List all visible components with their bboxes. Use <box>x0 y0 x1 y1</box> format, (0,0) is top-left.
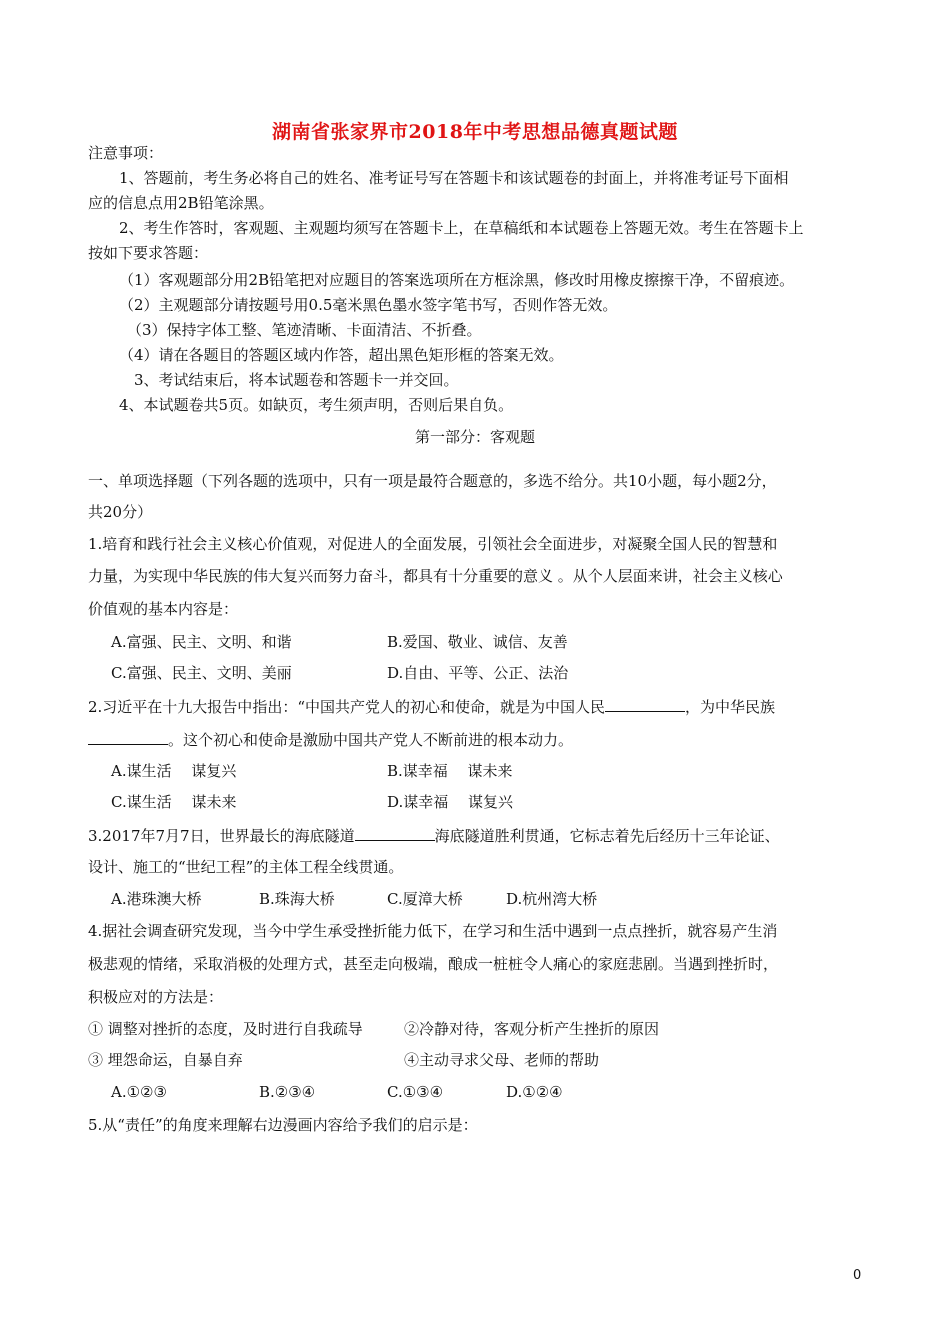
q4-option-b: B.②③④ <box>259 1083 316 1101</box>
document-title: 湖南省张家界市2018年中考思想品德真题试题 <box>272 121 678 143</box>
q3-option-d: D.杭州湾大桥 <box>506 890 598 908</box>
q1-stem: 力量，为实现中华民族的伟大复兴而努力奋斗，都具有十分重要的意义 。从个人层面来讲，社会主义核心 <box>88 567 783 585</box>
q1-stem: 1.培育和践行社会主义核心价值观，对促进人的全面发展，引领社会全面进步，对凝聚全国人民的智慧和 <box>88 535 778 553</box>
q2-option-a: A.谋生活 谋复兴 <box>111 762 237 780</box>
q2-option-c: C.谋生活 谋未来 <box>111 793 237 811</box>
q1-option-a: A.富强、民主、文明、和谐 <box>111 633 292 651</box>
q2-stem-text: 2.习近平在十九大报告中指出：“中国共产党人的初心和使命，就是为中国人民 <box>88 698 605 716</box>
q4-item-4: ④主动寻求父母、老师的帮助 <box>404 1051 600 1069</box>
part-heading: 第一部分：客观题 <box>414 428 535 446</box>
q4-option-c: C.①③④ <box>387 1083 444 1101</box>
q4-item-2: ②冷静对待，客观分析产生挫折的原因 <box>404 1020 660 1038</box>
q2-stem <box>88 697 775 716</box>
note-line: （3）保持字体工整、笔迹清晰、卡面清洁、不折叠。 <box>127 321 482 339</box>
section-heading: 一、单项选择题（下列各题的选项中，只有一项是最符合题意的，多选不给分。共10小题，每小题2分， <box>88 472 777 490</box>
q3-option-c: C.厦漳大桥 <box>387 890 463 908</box>
note-line: 4、本试题卷共5页。如缺页，考生须声明，否则后果自负。 <box>119 396 514 414</box>
q5-stem: 5.从“责任”的角度来理解右边漫画内容给予我们的启示是： <box>88 1116 478 1134</box>
q2-stem-text: ，为中华民族 <box>684 698 775 716</box>
note-line: 1、答题前，考生务必将自己的姓名、准考证号写在答题卡和该试题卷的封面上，并将准考证号下面相 <box>119 169 789 187</box>
notes-heading: 注意事项： <box>88 144 164 162</box>
q2-option-d: D.谋幸福 谋复兴 <box>387 793 514 811</box>
section-heading-cont: 共20分） <box>88 503 153 521</box>
q3-stem <box>88 826 780 845</box>
q3-option-a: A.港珠澳大桥 <box>111 890 202 908</box>
q3-stem-text: 海底隧道胜利贯通，它标志着先后经历十三年论证、 <box>434 827 780 845</box>
q4-item-1: ① 调整对挫折的态度，及时进行自我疏导 <box>88 1020 363 1038</box>
q3-blank <box>355 826 435 841</box>
q1-stem: 价值观的基本内容是： <box>88 600 239 618</box>
q3-stem-text: 3.2017年7月7日，世界最长的海底隧道 <box>88 827 355 845</box>
q2-blank-1 <box>605 697 685 712</box>
note-line: （2）主观题部分请按题号用0.5毫米黑色墨水签字笔书写，否则作答无效。 <box>119 296 618 314</box>
page-number: 0 <box>853 1268 862 1283</box>
note-line: （4）请在各题目的答题区域内作答，超出黑色矩形框的答案无效。 <box>119 346 564 364</box>
note-line: 3、考试结束后，将本试题卷和答题卡一并交回。 <box>134 371 459 389</box>
q4-stem: 4.据社会调查研究发现，当今中学生承受挫折能力低下，在学习和生活中遇到一点点挫折，就容易产生消 <box>88 922 778 940</box>
q4-stem: 极悲观的情绪，采取消极的处理方式，甚至走向极端，酿成一桩桩令人痛心的家庭悲剧。当遇到挫折时， <box>88 955 779 973</box>
q2-stem-text: 。这个初心和使命是激励中国共产党人不断前进的根本动力。 <box>168 731 574 749</box>
q1-option-b: B.爱国、敬业、诚信、友善 <box>387 633 568 651</box>
q4-item-3: ③ 埋怨命运，自暴自弃 <box>88 1051 243 1069</box>
q2-stem <box>88 730 573 749</box>
note-line: 按如下要求答题： <box>88 244 209 262</box>
note-line: （1）客观题部分用2B铅笔把对应题目的答案选项所在方框涂黑，修改时用橡皮擦擦干净，不留痕迹。 <box>119 271 795 289</box>
q1-option-d: D.自由、平等、公正、法治 <box>387 664 569 682</box>
q2-blank-2 <box>88 730 168 745</box>
q4-stem: 积极应对的方法是： <box>88 988 224 1006</box>
q4-option-d: D.①②④ <box>506 1083 563 1101</box>
note-line: 2、考生作答时，客观题、主观题均须写在答题卡上，在草稿纸和本试题卷上答题无效。考生在答题卡上 <box>119 219 804 237</box>
q1-option-c: C.富强、民主、文明、美丽 <box>111 664 292 682</box>
q4-option-a: A.①②③ <box>111 1083 167 1101</box>
q3-stem: 设计、施工的“世纪工程”的主体工程全线贯通。 <box>88 858 404 876</box>
q3-option-b: B.珠海大桥 <box>259 890 335 908</box>
q2-option-b: B.谋幸福 谋未来 <box>387 762 513 780</box>
note-line: 应的信息点用2B铅笔涂黑。 <box>88 194 274 212</box>
